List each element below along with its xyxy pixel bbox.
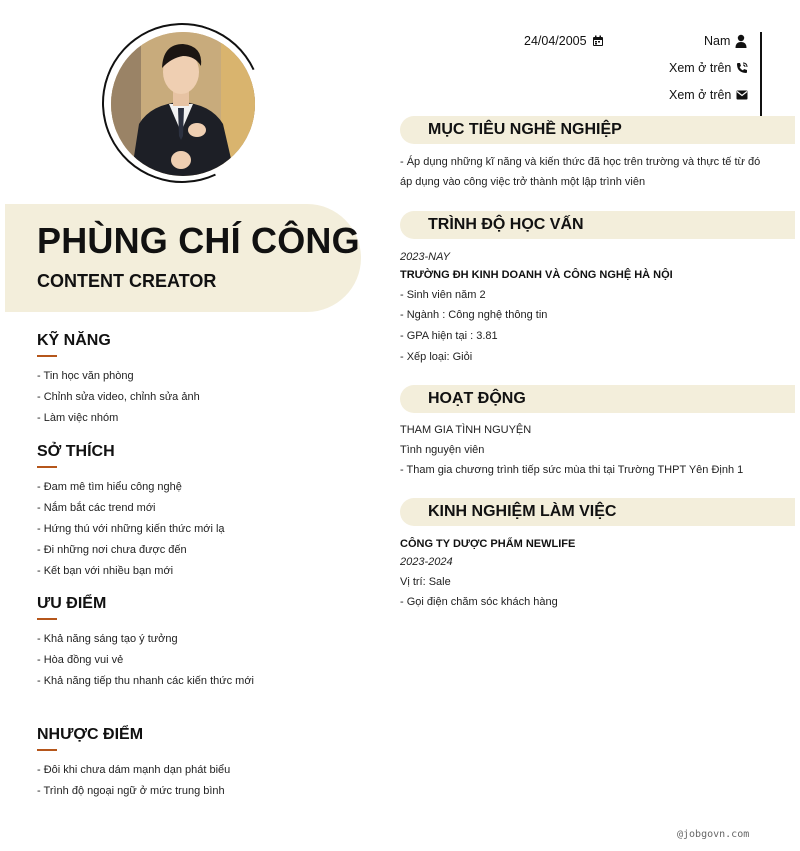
email-text: Xem ở trên [669, 88, 732, 102]
list-item: - Chỉnh sửa video, chỉnh sửa ảnh [37, 391, 200, 403]
section-divider [37, 466, 57, 468]
list-item: - Hòa đồng vui vẻ [37, 654, 124, 666]
hobbies-heading: SỞ THÍCH [37, 443, 115, 460]
education-detail: - GPA hiện tại : 3.81 [400, 330, 498, 342]
list-item: - Đôi khi chưa dám mạnh dạn phát biểu [37, 764, 231, 776]
objective-banner [400, 116, 795, 144]
email-item [669, 88, 748, 102]
strengths-heading: ƯU ĐIỂM [37, 595, 107, 612]
phone-item [669, 61, 748, 75]
list-item: - Khả năng sáng tạo ý tưởng [37, 633, 178, 645]
person-icon [735, 34, 747, 48]
avatar [111, 32, 255, 176]
objective-text: - Áp dụng những kĩ năng và kiến thức đã học trên trường và thực tế từ đó áp dụng vào công việc trở thành một lập trình viên [400, 156, 761, 188]
list-item: - Đi những nơi chưa được đến [37, 544, 187, 556]
activity-name: THAM GIA TÌNH NGUYỆN [400, 424, 532, 436]
watermark: @jobgovn.com [677, 829, 750, 840]
list-item: - Trình độ ngoại ngữ ở mức trung bình [37, 785, 225, 797]
calendar-icon [592, 35, 604, 47]
list-item: - Khả năng tiếp thu nhanh các kiến thức mới [37, 675, 254, 687]
strengths-list [37, 629, 367, 692]
list-item: - Đam mê tìm hiểu công nghệ [37, 481, 182, 493]
skills-heading: KỸ NĂNG [37, 332, 111, 349]
education-detail: - Sinh viên năm 2 [400, 289, 486, 301]
list-item: - Kết bạn với nhiều bạn mới [37, 565, 174, 577]
phone-text: Xem ở trên [669, 61, 732, 75]
skills-list [37, 366, 367, 429]
list-item: - Hứng thú với những kiến thức mới lạ [37, 523, 225, 535]
education-detail: - Xếp loại: Giỏi [400, 351, 473, 363]
experience-period: 2023-2024 [400, 556, 453, 568]
experience-detail: - Gọi điện chăm sóc khách hàng [400, 596, 558, 608]
experience-banner [400, 498, 795, 526]
activity-detail: - Tham gia chương trình tiếp sức mùa thi tại Trường THPT Yên Định 1 [400, 464, 744, 476]
list-item: - Nắm bắt các trend mới [37, 502, 156, 514]
job-title: CONTENT CREATOR [37, 271, 217, 291]
birthdate-text: 24/04/2005 [524, 34, 587, 48]
education-detail: - Ngành : Công nghệ thông tin [400, 309, 548, 321]
skills-section [37, 332, 367, 429]
list-item: - Làm việc nhóm [37, 412, 119, 424]
hobbies-section [37, 443, 367, 582]
full-name: PHÙNG CHÍ CÔNG [37, 220, 360, 261]
section-divider [37, 355, 57, 357]
weaknesses-heading: NHƯỢC ĐIỂM [37, 726, 144, 743]
list-item: - Tin học văn phòng [37, 370, 134, 382]
hobbies-list [37, 477, 367, 582]
strengths-section [37, 595, 367, 692]
mail-icon [736, 90, 748, 100]
weaknesses-section [37, 726, 367, 802]
education-heading: TRÌNH ĐỘ HỌC VẤN [428, 216, 584, 233]
education-school: TRƯỜNG ĐH KINH DOANH VÀ CÔNG NGHỆ HÀ NỘI [400, 269, 673, 281]
activity-role: Tình nguyện viên [400, 444, 485, 456]
phone-icon [736, 62, 748, 74]
objective-heading: MỤC TIÊU NGHỀ NGHIỆP [428, 121, 622, 138]
gender-text: Nam [704, 34, 731, 48]
gender-item [704, 34, 747, 48]
section-divider [37, 749, 57, 751]
birthdate-item [524, 34, 604, 48]
experience-company: CÔNG TY DƯỢC PHẨM NEWLIFE [400, 538, 576, 550]
activities-heading: HOẠT ĐỘNG [428, 390, 526, 407]
experience-position: Vị trí: Sale [400, 576, 451, 588]
section-divider [37, 618, 57, 620]
activities-banner [400, 385, 795, 413]
education-period: 2023-NAY [400, 251, 450, 263]
avatar-portrait [111, 32, 255, 176]
experience-heading: KINH NGHIỆM LÀM VIỆC [428, 503, 617, 520]
weaknesses-list [37, 760, 367, 802]
education-banner [400, 211, 795, 239]
contact-divider [760, 32, 762, 116]
